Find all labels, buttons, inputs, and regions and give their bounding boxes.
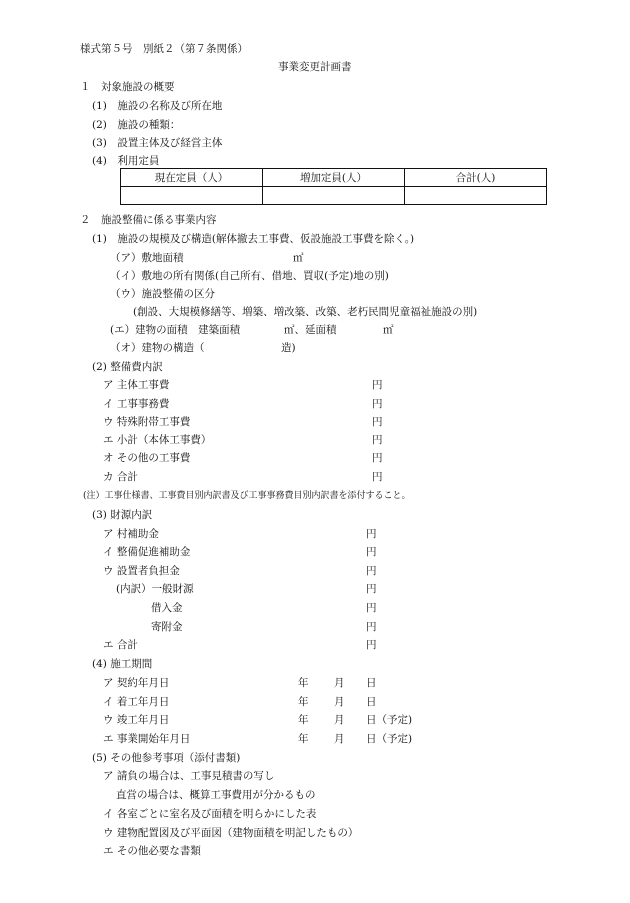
date-month: 月 — [334, 714, 345, 726]
cost-unit: 円 — [372, 398, 383, 410]
floor-area-unit: ㎡ — [383, 324, 394, 336]
development-category-detail: (創設、大規模修繕等、増築、増改築、改築、老朽民間児童福祉施設の別) — [133, 306, 478, 318]
cost-label: ア 主体工事費 — [103, 379, 170, 391]
building-area-unit: ㎡、延面積 — [284, 324, 337, 336]
facility-name-item: (1) 施設の名称及び所在地 — [92, 100, 223, 112]
scale-structure-item: (1) 施設の規模及び構造(解体撤去工事費、仮設施設工事費を除く。) — [92, 233, 415, 245]
fund-unit: 円 — [366, 546, 377, 558]
site-area-unit: ㎡ — [293, 252, 304, 264]
fund-unit: 円 — [366, 639, 377, 651]
fund-unit: 円 — [366, 565, 377, 577]
fund-unit: 円 — [366, 621, 377, 633]
reference-item: ウ 建物配置図及び平面図（建物面積を明記したもの） — [103, 827, 359, 839]
attachment-note: (注）工事仕様書、工事費目別内訳書及び工事事務費目別内訳書を添付すること。 — [83, 491, 411, 501]
reference-item: 直営の場合は、概算工事費用が分かるもの — [116, 789, 316, 801]
structure-label: （オ）建物の構造（ — [110, 342, 205, 354]
structure-suffix: 造) — [281, 342, 296, 354]
building-area-label: (エ）建物の面積 建築面積 — [110, 324, 241, 336]
construction-period-heading: (4) 施工期間 — [92, 658, 153, 670]
capacity-item: (4) 利用定員 — [92, 155, 160, 167]
date-label: ウ 竣工年月日 — [103, 714, 170, 726]
added-capacity-header: 増加定員(人） — [263, 169, 405, 187]
capacity-table — [120, 168, 547, 205]
added-capacity-cell[interactable] — [263, 187, 405, 205]
operator-item: (3) 設置主体及び経営主体 — [92, 137, 223, 149]
cost-label: ウ 特殊附帯工事費 — [103, 416, 191, 428]
current-capacity-header: 現在定員（人） — [121, 169, 263, 187]
funding-heading: (3) 財源内訳 — [92, 509, 153, 521]
fund-label: エ 合計 — [103, 639, 138, 651]
fund-label: 借入金 — [151, 602, 183, 614]
date-label: ア 契約年月日 — [103, 677, 170, 689]
date-year: 年 — [298, 733, 309, 745]
cost-unit: 円 — [372, 452, 383, 464]
date-month: 月 — [334, 696, 345, 708]
facility-type-item: (2) 施設の種類： — [92, 119, 181, 131]
cost-unit: 円 — [372, 434, 383, 446]
site-area-label: （ア）敷地面積 — [110, 252, 184, 264]
fund-label: (内訳）一般財源 — [116, 583, 194, 595]
date-month: 月 — [334, 733, 345, 745]
date-month: 月 — [334, 677, 345, 689]
fund-label: ウ 設置者負担金 — [103, 565, 180, 577]
document-title: 事業変更計画書 — [278, 61, 352, 73]
reference-item: イ 各室ごとに室名及び面積を明らかにした表 — [103, 808, 317, 820]
date-year: 年 — [298, 677, 309, 689]
development-category-item: （ウ）施設整備の区分 — [110, 288, 215, 300]
section-1-heading: １ 対象施設の概要 — [80, 81, 175, 93]
cost-unit: 円 — [372, 416, 383, 428]
date-year: 年 — [298, 696, 309, 708]
fund-label: ア 村補助金 — [103, 528, 159, 540]
cost-label: カ 合計 — [103, 471, 138, 483]
current-capacity-cell[interactable] — [121, 187, 263, 205]
total-capacity-cell[interactable] — [405, 187, 547, 205]
date-day: 日（予定) — [366, 714, 413, 726]
cost-label: エ 小計（本体工事費） — [103, 434, 212, 446]
site-ownership-item: （イ）敷地の所有関係(自己所有、借地、買収(予定)地の別) — [110, 270, 389, 282]
date-day: 日 — [366, 677, 377, 689]
date-label: イ 着工年月日 — [103, 696, 170, 708]
fund-label: 寄附金 — [151, 621, 183, 633]
date-year: 年 — [298, 714, 309, 726]
reference-item: ア 請負の場合は、工事見積書の写し — [103, 770, 275, 782]
cost-unit: 円 — [372, 379, 383, 391]
cost-unit: 円 — [372, 471, 383, 483]
form-number: 様式第５号 別紙２（第７条関係） — [80, 43, 248, 55]
reference-item: エ その他必要な書類 — [103, 845, 201, 857]
date-label: エ 事業開始年月日 — [103, 733, 191, 745]
date-day: 日（予定) — [366, 733, 413, 745]
fund-unit: 円 — [366, 528, 377, 540]
cost-breakdown-heading: (2) 整備費内訳 — [92, 361, 163, 373]
fund-label: イ 整備促進補助金 — [103, 546, 191, 558]
cost-label: イ 工事事務費 — [103, 398, 170, 410]
date-day: 日 — [366, 696, 377, 708]
fund-unit: 円 — [366, 583, 377, 595]
cost-label: オ その他の工事費 — [103, 452, 191, 464]
fund-unit: 円 — [366, 602, 377, 614]
reference-heading: (5) その他参考事項（添付書類) — [92, 752, 241, 764]
total-capacity-header: 合計(人) — [405, 169, 547, 187]
section-2-heading: ２ 施設整備に係る事業内容 — [80, 214, 217, 226]
